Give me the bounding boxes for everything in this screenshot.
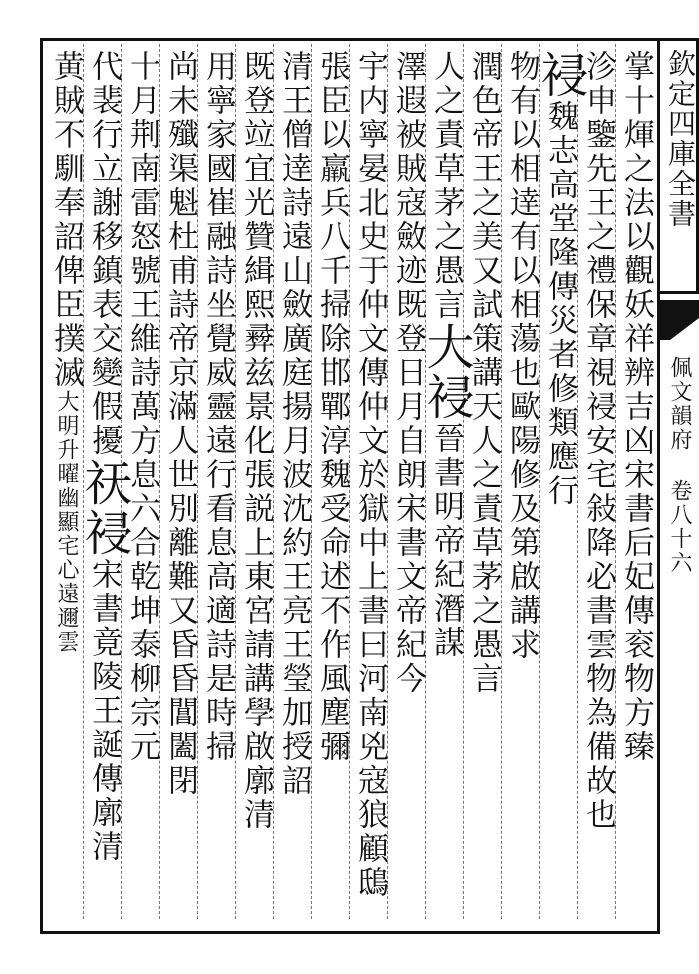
column-text: 十月荆南雷怒號王維詩萬方息六合乾坤泰柳宗元	[124, 50, 160, 764]
column-text: 用寧家國崔融詩坐覺威靈遠行看息高適詩是時掃	[200, 50, 236, 764]
text-column	[236, 50, 276, 910]
column-text: 人之責草茅之愚言	[428, 50, 464, 322]
text-column	[46, 50, 86, 910]
text-column	[502, 50, 542, 910]
text-column	[418, 50, 474, 910]
headword: 祆祲	[76, 458, 132, 558]
column-text: 清王僧逹詩遠山斂廣庭揚月波沈約王亮王瑩加授詔	[276, 50, 312, 798]
column-text: 黄賊不馴奉詔俾臣撲滅	[48, 50, 84, 390]
column-text: 澤遐被賊寇斂迹既登日月自朗宋書文帝紀今	[390, 50, 426, 696]
column-text: 宇内寧晏北史于仲文傳仲文於獄中上書曰河南兇寇狼顧鴟	[352, 50, 388, 900]
side-margin	[660, 38, 699, 934]
column-text: 沴申鑒先王之禮保章視祲安宅敍降必書雲物為備故也	[580, 50, 616, 832]
fishtail-mark	[660, 300, 699, 340]
column-text: 尚未殲渠魁杜甫詩帝京滿人世別離難又昏昏閶闔閉	[162, 50, 198, 798]
column-text: 魏志高堂隆傳災者修類應行	[542, 100, 578, 508]
text-column	[160, 50, 200, 910]
book-title: 欽定四庫全書	[664, 49, 697, 229]
text-column	[350, 50, 390, 910]
column-text: 宋書竟陵王誕傳廓清	[86, 558, 122, 864]
text-column	[312, 50, 352, 910]
volume-label: 佩文韻府 卷八十六	[667, 356, 692, 575]
text-column	[616, 50, 656, 910]
text-column	[578, 50, 618, 910]
text-column	[274, 50, 314, 910]
text-column	[198, 50, 238, 910]
text-column	[532, 50, 588, 910]
column-text: 代裴行立謝移鎮表交變假擾	[86, 50, 122, 458]
headword: 祲	[532, 50, 588, 100]
column-text: 張臣以羸兵八千掃除邯鄲淳魏受命述不作風塵彌	[314, 50, 350, 764]
column-text: 大明升曜幽顯宅心遠邇雲	[54, 390, 79, 654]
side-title-box	[660, 38, 699, 294]
column-text: 掌十煇之法以觀妖祥辨吉凶宋書后妃傳衮物方臻	[618, 50, 654, 764]
column-text: 潤色帝王之美又試策講天人之責草茅之愚言	[466, 50, 502, 696]
column-text: 晉書明帝紀潛謀	[428, 422, 464, 660]
text-column	[388, 50, 428, 910]
column-text: 既登竝宜光贊緝熙彛兹景化張説上東宮請講學啟廓清	[238, 50, 274, 832]
headword: 大祲	[418, 322, 474, 422]
text-column	[464, 50, 504, 910]
text-column	[76, 50, 132, 910]
column-text: 物有以相逹有以相蕩也歐陽修及第啟講求	[504, 50, 540, 662]
